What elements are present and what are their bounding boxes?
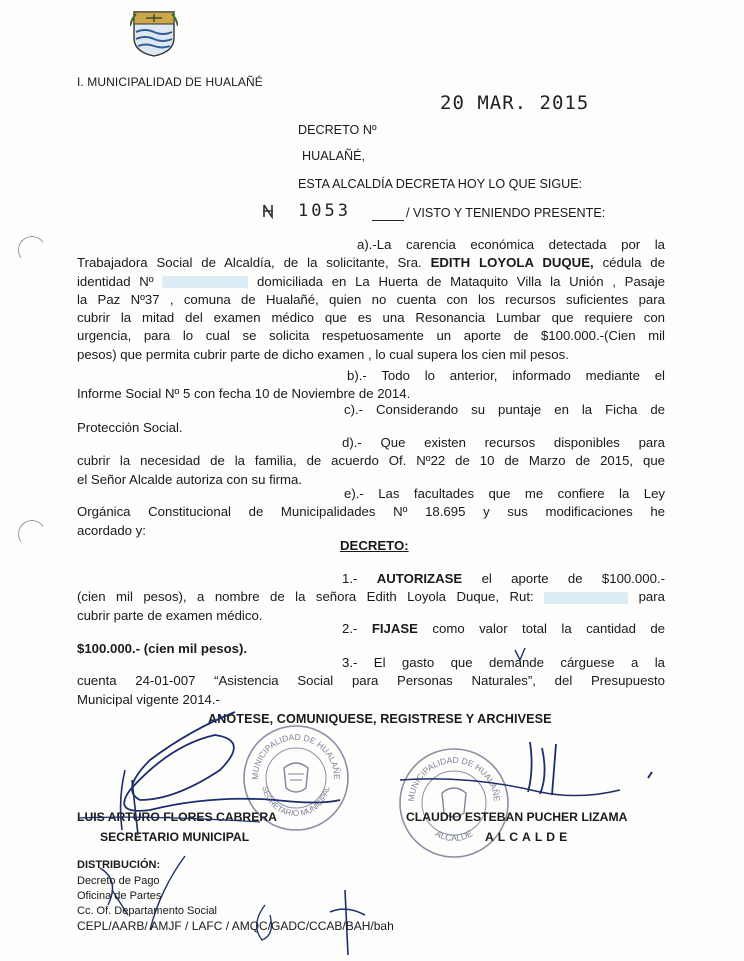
visto-text: / VISTO Y TENIENDO PRESENTE:: [406, 206, 606, 220]
redacted-rut: [544, 592, 628, 604]
distribution-item: Cc. Of. Departamento Social: [77, 905, 218, 917]
mayor-title: ALCALDE: [485, 830, 572, 844]
secretary-name: LUIS ARTURO FLORES CABRERA: [77, 810, 277, 824]
svg-text:MUNICIPALIDAD DE HUALAÑE: [250, 732, 342, 780]
redacted-id: [162, 276, 248, 288]
city-label: HUALAÑÉ,: [302, 149, 365, 163]
punch-hole-bottom: [16, 518, 48, 550]
distribution-heading: DISTRIBUCIÓN:: [77, 859, 161, 871]
decreto-item-2: 2.- FIJASE como valor total la cantidad de $100.000.- (cien mil pesos).: [77, 621, 666, 657]
considerando-d: d).- Que existen recursos disponibles para cubrir la necesidad de la familia, de acuerdo Of. Nº22 de 10 de Marzo de 2015, que el Señor Alcalde autoriza con su firma.: [77, 435, 665, 487]
considerando-e: e).- Las facultades que me confiere la Ley Orgánica Constitucional de Municipalidades Nº 18.695 y sus modificaciones he acordado y:: [77, 486, 665, 538]
number-stamp-mark-icon: [262, 203, 274, 219]
decreto-item-3: 3.- El gasto que demande cárguese a la cuenta 24-01-007 “Asistencia Social para Personas Naturales”, del Presupuesto Municipal vigente 2014.-: [77, 655, 666, 707]
decreto-heading: DECRETO:: [340, 538, 409, 553]
municipality-name: I. MUNICIPALIDAD DE HUALAÑÉ: [77, 75, 263, 89]
decreto-item-1: 1.- AUTORIZASE el aporte de $100.000.- (cien mil pesos), a nombre de la señora Edith Loyola Duque, Rut: para cubrir parte de examen médico.: [77, 571, 665, 623]
mayor-seal-bottom-text: ALCALDE: [433, 828, 475, 843]
municipal-crest-icon: [130, 8, 178, 58]
svg-text:MUNICIPALIDAD DE HUALAÑE: [406, 755, 502, 802]
date-stamp: 20 MAR. 2015: [440, 92, 590, 114]
considerando-a: a).-La carencia económica detectada por la Trabajadora Social de Alcaldía, de la solicitante, Sra. EDITH LOYOLA DUQUE, cédula de identidad Nº domiciliada en La Huerta de Mataquito Villa la Unión , Pasaje la Paz Nº37 , comuna de Hualañé, quien no cuenta con los recursos suficientes para cubrir la mitad del examen médico que es una Resonancia Lumbar que requiere con urgencia, para lo cual se solicita respetuosamente un aporte de $100.000.-(Cien mil pesos) que permita cubrir parte de dicho examen , lo cual supera los cien mil pesos.: [77, 237, 665, 362]
decree-number-underline: [372, 220, 404, 221]
closing-formula: ANOTESE, COMUNIQUESE, REGISTRESE Y ARCHIVESE: [208, 712, 552, 726]
intro-text: ESTA ALCALDÍA DECRETA HOY LO QUE SIGUE:: [298, 177, 583, 191]
mayor-name: CLAUDIO ESTEBAN PUCHER LIZAMA: [406, 810, 628, 824]
secretary-seal-ring-text: MUNICIPALIDAD DE HUALAÑE: [249, 731, 343, 780]
decree-number: 1053: [298, 201, 351, 221]
decree-label: DECRETO Nº: [298, 123, 377, 137]
svg-text:ALCALDE: [434, 828, 475, 843]
distribution-item: Oficina de Partes: [77, 890, 162, 902]
secretary-title: SECRETARIO MUNICIPAL: [100, 830, 250, 844]
distribution-item: Decreto de Pago: [77, 875, 160, 887]
applicant-name: EDITH LOYOLA DUQUE,: [430, 255, 594, 271]
distribution-initials: CEPL/AARB/ AMJF / LAFC / AMQC/GADC/CCAB/BAH/bah: [77, 919, 394, 933]
considerando-b: b).- Todo lo anterior, informado mediante el Informe Social Nº 5 con fecha 10 de Noviembre de 2014.: [77, 368, 665, 402]
considerando-c: c).- Considerando su puntaje en la Ficha de Protección Social.: [77, 402, 665, 436]
mayor-seal-ring-text: MUNICIPALIDAD DE HUALAÑE: [405, 754, 503, 802]
secretary-seal-bottom-text: SECRETARIO MUNICIPAL: [260, 785, 332, 818]
punch-hole-top: [16, 234, 48, 266]
